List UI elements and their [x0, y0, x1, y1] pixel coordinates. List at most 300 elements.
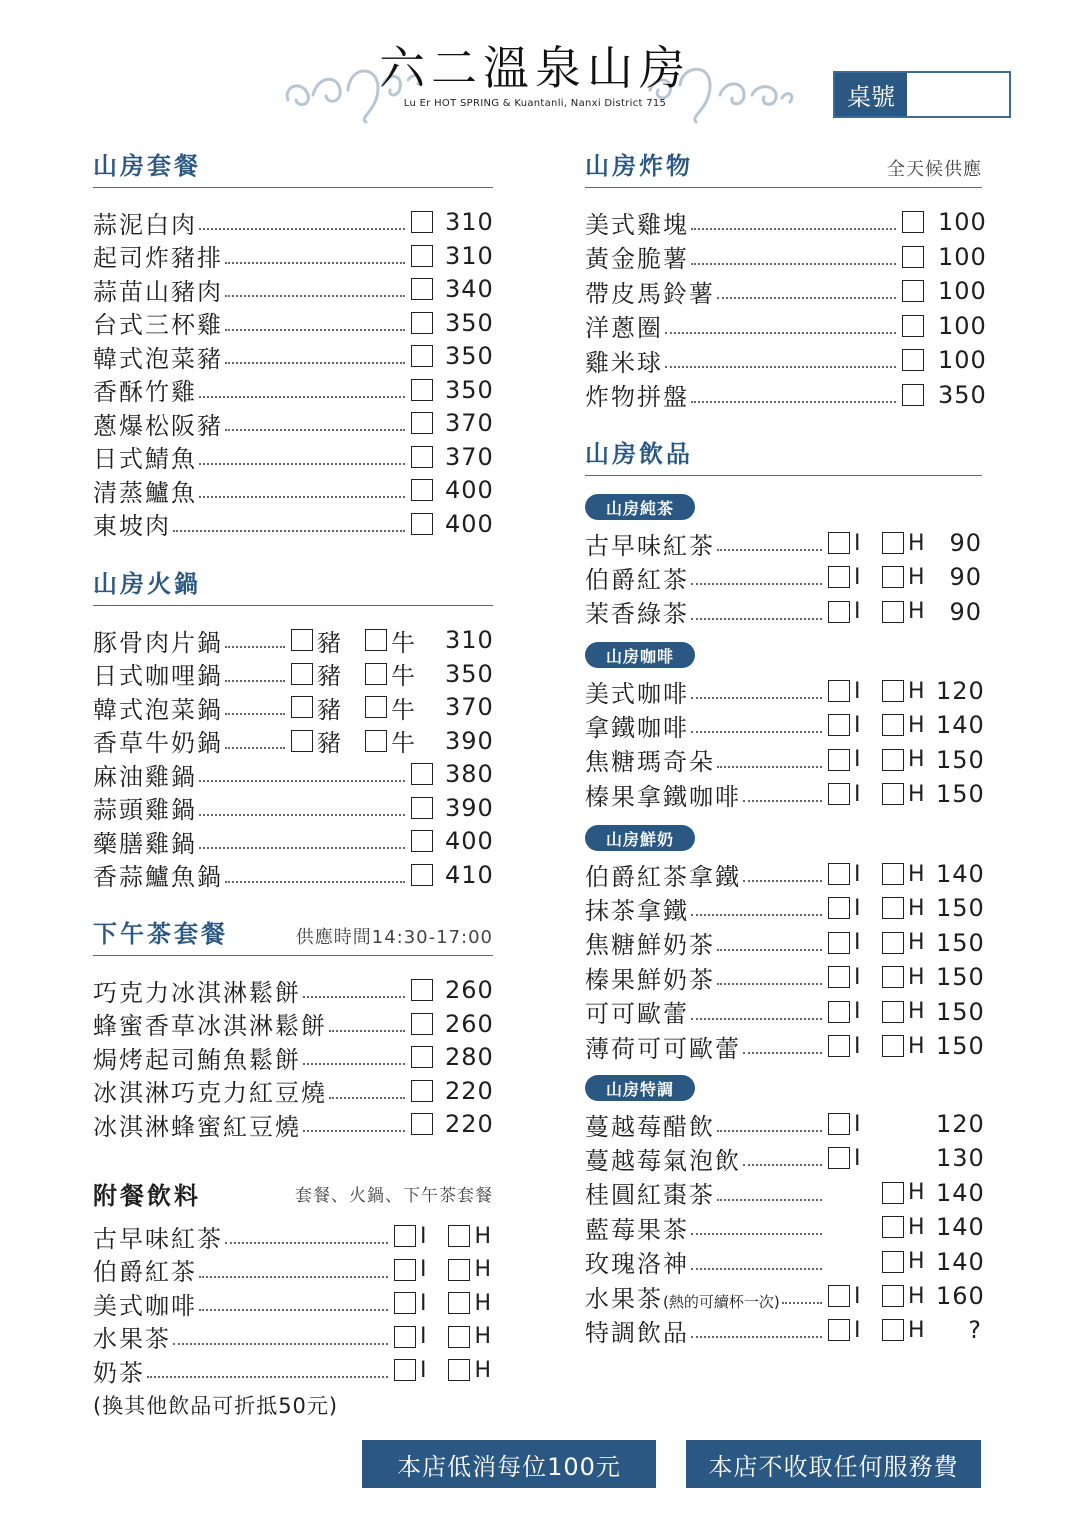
option-label: 豬 — [317, 628, 343, 657]
hot-slot — [882, 1180, 936, 1205]
option-label: I — [419, 1357, 429, 1383]
dot-leader — [225, 646, 285, 648]
item-price: 370 — [445, 409, 494, 437]
item-price: 410 — [445, 860, 494, 889]
menu-item-row — [585, 926, 985, 960]
option-label: I — [854, 678, 863, 704]
order-checkbox[interactable] — [411, 763, 433, 785]
item-price: 100 — [938, 242, 987, 271]
item-name — [585, 1244, 689, 1279]
dot-leader — [147, 1376, 388, 1378]
hot-checkbox[interactable] — [882, 714, 904, 736]
category-pill: 山房特調 — [585, 1075, 695, 1101]
iced-checkbox[interactable] — [828, 1001, 850, 1023]
option-label: H — [474, 1257, 493, 1282]
item-name: 韓式泡菜豬 — [93, 344, 223, 373]
option-label: I — [854, 781, 863, 807]
item-name — [585, 994, 689, 1029]
order-checkbox[interactable] — [411, 345, 433, 367]
item-name — [585, 1210, 689, 1245]
min-charge-banner: 本店低消每位100元 — [362, 1440, 656, 1488]
menu-item-row — [585, 378, 987, 412]
hot-option — [448, 1291, 493, 1316]
menu-item-row — [585, 857, 985, 891]
item-price: 100 — [938, 208, 987, 236]
order-checkbox[interactable] — [411, 1113, 433, 1135]
order-checkbox[interactable] — [411, 211, 433, 233]
order-checkbox[interactable] — [411, 830, 433, 852]
item-name-text: 榛果拿鐵咖啡 — [585, 782, 741, 811]
menu-item-row — [585, 1141, 985, 1175]
order-checkbox[interactable] — [411, 479, 433, 501]
section-fried-heading — [585, 150, 982, 188]
dot-leader — [329, 1030, 405, 1032]
dot-leader — [743, 1052, 822, 1054]
option-label: H — [908, 1249, 927, 1275]
menu-item-row — [585, 309, 987, 343]
dot-leader — [199, 847, 405, 849]
order-checkbox[interactable] — [411, 797, 433, 819]
iced-checkbox[interactable] — [828, 1147, 850, 1169]
dot-leader — [691, 1018, 822, 1020]
dot-leader — [691, 1268, 822, 1270]
menu-item-row — [585, 240, 987, 274]
menu-item-row — [585, 891, 985, 925]
iced-option — [394, 1324, 429, 1349]
item-price: 90 — [949, 529, 982, 557]
menu-item-row — [93, 1320, 493, 1354]
iced-checkbox[interactable] — [828, 566, 850, 588]
menu-item-row — [93, 657, 493, 691]
iced-slot — [828, 1034, 882, 1059]
item-price: 120 — [936, 677, 985, 705]
item-price: 140 — [936, 711, 985, 740]
hot-slot — [882, 565, 936, 590]
table-number-box — [833, 71, 1011, 118]
menu-item-row — [585, 205, 987, 239]
iced-checkbox[interactable] — [828, 932, 850, 954]
hot-slot — [882, 965, 936, 990]
section-title: 附餐飲料 — [93, 1182, 201, 1210]
order-checkbox[interactable] — [902, 280, 924, 302]
hot-checkbox[interactable] — [448, 1359, 470, 1381]
item-name: 冰淇淋巧克力紅豆燒 — [93, 1079, 327, 1107]
iced-checkbox[interactable] — [828, 601, 850, 623]
item-note: (熱的可續杯一次) — [663, 1292, 780, 1311]
dot-leader — [199, 814, 405, 816]
item-name-text: 玫瑰洛神 — [585, 1250, 689, 1279]
item-price: 100 — [938, 277, 987, 305]
item-price: 90 — [949, 563, 982, 592]
hot-checkbox[interactable] — [882, 1319, 904, 1341]
item-name: 台式三杯雞 — [93, 311, 223, 339]
category-pill: 山房鮮奶 — [585, 825, 695, 851]
option-label: H — [908, 1214, 927, 1240]
iced-slot — [828, 1146, 882, 1171]
option-label: H — [474, 1290, 493, 1316]
beef-checkbox[interactable] — [365, 730, 387, 752]
pork-checkbox[interactable] — [291, 629, 313, 651]
menu-item-row — [93, 724, 493, 758]
iced-checkbox[interactable] — [828, 1285, 850, 1307]
iced-checkbox[interactable] — [394, 1292, 416, 1314]
pork-option — [291, 723, 343, 758]
hot-checkbox[interactable] — [882, 1216, 904, 1238]
item-name — [585, 560, 689, 595]
order-checkbox[interactable] — [411, 446, 433, 468]
menu-item-row — [585, 560, 982, 594]
section-note: 供應時間14:30-17:00 — [295, 927, 493, 948]
order-checkbox[interactable] — [411, 312, 433, 334]
beef-option — [365, 723, 417, 758]
item-name: 雞米球 — [585, 348, 663, 377]
option-label: 牛 — [391, 628, 417, 657]
dot-leader — [691, 401, 896, 403]
iced-checkbox[interactable] — [394, 1225, 416, 1247]
menu-item-row — [93, 1107, 493, 1141]
item-price: 150 — [936, 1032, 985, 1060]
beef-checkbox[interactable] — [365, 696, 387, 718]
menu-item-row — [93, 690, 493, 724]
section-title: 山房飲品 — [585, 440, 693, 468]
menu-item-row — [585, 995, 985, 1029]
item-price: 100 — [938, 311, 987, 340]
hot-checkbox[interactable] — [448, 1326, 470, 1348]
item-name-text: 美式咖啡 — [585, 679, 689, 708]
item-price: 150 — [936, 928, 985, 957]
option-label: I — [854, 999, 863, 1025]
dot-leader — [303, 996, 405, 998]
dot-leader — [199, 496, 405, 498]
menu-item-row — [93, 791, 493, 825]
option-label: 豬 — [317, 662, 343, 690]
dot-leader — [691, 914, 822, 916]
order-checkbox[interactable] — [411, 379, 433, 401]
dot-leader — [199, 463, 405, 465]
option-label: H — [908, 1033, 927, 1059]
order-checkbox[interactable] — [411, 1080, 433, 1102]
iced-slot — [828, 896, 882, 921]
order-checkbox[interactable] — [902, 315, 924, 337]
option-label: 牛 — [391, 729, 417, 757]
item-name: 清蒸鱸魚 — [93, 478, 197, 507]
table-number-field[interactable] — [907, 73, 1009, 116]
item-name: 日式鯖魚 — [93, 445, 197, 473]
hot-slot — [882, 713, 936, 738]
section-side-drinks-heading — [93, 1176, 493, 1211]
item-price: 280 — [445, 1043, 494, 1071]
item-name: 水果茶 — [93, 1325, 171, 1353]
iced-checkbox[interactable] — [828, 1035, 850, 1057]
option-label: H — [908, 1180, 927, 1206]
iced-checkbox[interactable] — [828, 1113, 850, 1135]
dot-leader — [199, 1309, 388, 1311]
item-price: 350 — [938, 380, 987, 409]
hot-checkbox[interactable] — [882, 932, 904, 954]
dot-leader — [691, 1233, 822, 1235]
order-checkbox[interactable] — [902, 349, 924, 371]
pork-checkbox[interactable] — [291, 663, 313, 685]
item-price: 220 — [445, 1110, 494, 1138]
item-price: 150 — [936, 780, 985, 809]
option-label: H — [908, 678, 927, 704]
option-label: I — [854, 747, 863, 773]
category-pill: 山房純茶 — [585, 494, 695, 520]
brand-header — [300, 40, 770, 109]
item-name-text: 蔓越莓醋飲 — [585, 1112, 715, 1141]
item-name: 炸物拼盤 — [585, 383, 689, 411]
menu-item-row — [93, 1074, 493, 1108]
brand-subtitle: Lu Er HOT SPRING & Kuantanli, Nanxi District 715 — [403, 98, 667, 109]
dot-leader — [691, 731, 822, 733]
pork-checkbox[interactable] — [291, 696, 313, 718]
order-checkbox[interactable] — [902, 384, 924, 406]
item-price: 120 — [936, 1110, 985, 1138]
hot-checkbox[interactable] — [882, 783, 904, 805]
menu-item-row — [93, 623, 493, 657]
hot-slot — [882, 1318, 936, 1343]
item-name-text: 伯爵紅茶 — [585, 565, 689, 594]
item-name — [585, 674, 689, 709]
iced-checkbox[interactable] — [828, 1319, 850, 1341]
hot-checkbox[interactable] — [882, 1035, 904, 1057]
menu-item-row — [585, 1107, 985, 1141]
dot-leader — [225, 262, 405, 264]
item-name: 蒜苗山豬肉 — [93, 277, 223, 306]
iced-slot — [828, 1284, 882, 1309]
hot-checkbox[interactable] — [882, 680, 904, 702]
option-label: H — [908, 999, 927, 1025]
option-label: I — [854, 1111, 863, 1137]
item-price: 260 — [445, 1009, 494, 1038]
menu-item-row — [93, 272, 493, 306]
dot-leader — [225, 747, 285, 749]
pork-option — [291, 623, 343, 658]
item-name: 麻油雞鍋 — [93, 762, 197, 791]
option-label: H — [908, 564, 927, 590]
item-name-text: 茉香綠茶 — [585, 600, 689, 629]
hot-checkbox[interactable] — [882, 1285, 904, 1307]
item-name — [585, 742, 715, 777]
dot-leader — [717, 297, 896, 299]
item-name-text: 伯爵紅茶拿鐵 — [585, 862, 741, 891]
iced-checkbox[interactable] — [828, 714, 850, 736]
iced-checkbox[interactable] — [828, 532, 850, 554]
menu-item-row — [585, 526, 982, 560]
item-name: 黃金脆薯 — [585, 245, 689, 273]
item-price: 350 — [445, 342, 494, 370]
hot-checkbox[interactable] — [882, 897, 904, 919]
hot-slot — [882, 896, 936, 921]
item-name-text: 抹茶拿鐵 — [585, 896, 689, 925]
hot-checkbox[interactable] — [882, 1182, 904, 1204]
item-price: 140 — [936, 1178, 985, 1207]
dot-leader — [225, 881, 405, 883]
hot-option — [448, 1257, 493, 1282]
dot-leader — [303, 1130, 405, 1132]
menu-item-row — [93, 824, 493, 858]
option-label: H — [908, 930, 927, 956]
hot-option — [448, 1224, 493, 1249]
item-name — [585, 594, 689, 629]
option-label: 豬 — [317, 729, 343, 757]
iced-option — [394, 1224, 429, 1249]
menu-item-row — [93, 973, 493, 1007]
dot-leader — [717, 766, 822, 768]
item-name: 豚骨肉片鍋 — [93, 628, 223, 657]
item-name-text: 拿鐵咖啡 — [585, 713, 689, 742]
hot-checkbox[interactable] — [882, 966, 904, 988]
iced-option — [394, 1358, 429, 1383]
menu-item-row — [93, 1353, 493, 1387]
option-label: I — [854, 530, 863, 556]
hot-checkbox[interactable] — [448, 1292, 470, 1314]
item-name: 藥膳雞鍋 — [93, 829, 197, 858]
hot-checkbox[interactable] — [882, 566, 904, 588]
dot-leader — [717, 1199, 822, 1201]
pork-checkbox[interactable] — [291, 730, 313, 752]
option-label: I — [854, 861, 863, 887]
dot-leader — [173, 1343, 388, 1345]
item-name-text: 可可歐蕾 — [585, 1000, 689, 1029]
menu-item-row — [585, 1279, 985, 1313]
item-price: 150 — [936, 745, 985, 774]
dot-leader — [691, 263, 896, 265]
iced-checkbox[interactable] — [394, 1359, 416, 1381]
item-price: 370 — [445, 442, 494, 471]
dot-leader — [717, 949, 822, 951]
dot-leader — [225, 713, 285, 715]
item-name-text: 榛果鮮奶茶 — [585, 965, 715, 994]
item-name — [585, 891, 689, 926]
item-name-text: 薄荷可可歐蕾 — [585, 1034, 741, 1063]
hot-slot — [882, 782, 936, 807]
iced-checkbox[interactable] — [828, 749, 850, 771]
iced-checkbox[interactable] — [828, 783, 850, 805]
option-label: H — [908, 1317, 927, 1343]
menu-item-row — [93, 1253, 493, 1287]
item-price: 390 — [445, 726, 494, 755]
iced-slot — [828, 565, 882, 590]
iced-option — [394, 1257, 429, 1282]
order-checkbox[interactable] — [411, 864, 433, 886]
hot-checkbox[interactable] — [882, 749, 904, 771]
hot-checkbox[interactable] — [882, 863, 904, 885]
no-service-fee-banner: 本店不收取任何服務費 — [686, 1440, 981, 1488]
iced-checkbox[interactable] — [394, 1259, 416, 1281]
order-checkbox[interactable] — [902, 246, 924, 268]
item-name: 蜂蜜香草冰淇淋鬆餅 — [93, 1012, 327, 1040]
item-name — [585, 1141, 741, 1176]
option-label: H — [908, 964, 927, 990]
pork-option — [291, 690, 343, 725]
hot-checkbox[interactable] — [882, 532, 904, 554]
item-price: 140 — [936, 1247, 985, 1276]
order-checkbox[interactable] — [411, 245, 433, 267]
beef-option — [365, 690, 417, 725]
iced-slot — [828, 999, 882, 1024]
section-drinks-heading — [585, 438, 982, 476]
hot-checkbox[interactable] — [882, 1001, 904, 1023]
iced-option — [394, 1291, 429, 1316]
item-name: 蔥爆松阪豬 — [93, 411, 223, 440]
option-label: 牛 — [391, 662, 417, 690]
hot-slot — [882, 862, 936, 887]
category-pill: 山房咖啡 — [585, 642, 695, 668]
option-label: I — [419, 1223, 429, 1249]
beef-checkbox[interactable] — [365, 629, 387, 651]
item-name-text: 藍莓果茶 — [585, 1215, 689, 1244]
dot-leader — [225, 362, 405, 364]
item-name: 焗烤起司鮪魚鬆餅 — [93, 1045, 301, 1074]
iced-checkbox[interactable] — [828, 897, 850, 919]
iced-checkbox[interactable] — [828, 863, 850, 885]
item-name — [585, 1313, 689, 1348]
hot-checkbox[interactable] — [882, 1251, 904, 1273]
item-price: 350 — [445, 659, 494, 688]
item-name: 起司炸豬排 — [93, 244, 223, 272]
item-name-text: 焦糖鮮奶茶 — [585, 931, 715, 960]
option-label: H — [908, 895, 927, 921]
item-name — [585, 777, 741, 812]
item-price: 260 — [445, 976, 494, 1004]
order-checkbox[interactable] — [411, 1013, 433, 1035]
iced-slot — [828, 747, 882, 772]
hot-checkbox[interactable] — [882, 601, 904, 623]
menu-item-row — [93, 858, 493, 892]
hot-checkbox[interactable] — [448, 1259, 470, 1281]
hot-checkbox[interactable] — [448, 1225, 470, 1247]
beef-checkbox[interactable] — [365, 663, 387, 685]
iced-checkbox[interactable] — [394, 1326, 416, 1348]
section-title: 山房火鍋 — [93, 570, 201, 598]
hot-slot — [882, 1215, 936, 1240]
iced-checkbox[interactable] — [828, 966, 850, 988]
item-price: 400 — [445, 827, 494, 855]
item-name: 帶皮馬鈴薯 — [585, 279, 715, 308]
brand-title: 六二溫泉山房 — [379, 41, 691, 95]
order-checkbox[interactable] — [902, 211, 924, 233]
order-checkbox[interactable] — [411, 513, 433, 535]
order-checkbox[interactable] — [411, 278, 433, 300]
dot-leader — [743, 880, 822, 882]
item-name: 巧克力冰淇淋鬆餅 — [93, 978, 301, 1007]
item-price: 310 — [445, 241, 494, 270]
dot-leader — [691, 583, 822, 585]
menu-item-row — [93, 205, 493, 239]
menu-item-row — [93, 306, 493, 340]
item-name — [585, 708, 689, 743]
side-drinks-footnote: (換其他飲品可折抵50元) — [93, 1394, 339, 1418]
item-price: 100 — [938, 346, 987, 374]
section-title: 山房套餐 — [93, 152, 201, 180]
section-tea-sets-heading — [93, 918, 493, 956]
item-name — [585, 925, 715, 960]
order-checkbox[interactable] — [411, 412, 433, 434]
order-checkbox[interactable] — [411, 979, 433, 1001]
dot-leader — [782, 1302, 822, 1304]
iced-checkbox[interactable] — [828, 680, 850, 702]
item-name: 古早味紅茶 — [93, 1224, 223, 1253]
dot-leader — [691, 697, 822, 699]
dot-leader — [173, 530, 405, 532]
option-label: I — [854, 1283, 863, 1309]
order-checkbox[interactable] — [411, 1046, 433, 1068]
option-label: I — [854, 930, 863, 956]
item-name: 冰淇淋蜂蜜紅豆燒 — [93, 1112, 301, 1141]
dot-leader — [691, 618, 822, 620]
beef-option — [365, 623, 417, 658]
